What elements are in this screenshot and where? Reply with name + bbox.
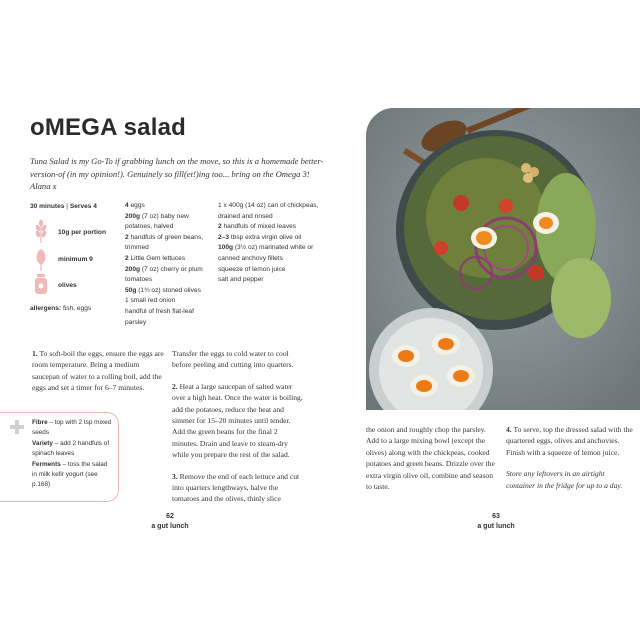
footer-left bbox=[140, 512, 200, 532]
time-serves bbox=[30, 203, 97, 210]
salad-photo bbox=[366, 108, 640, 410]
method-column-2 bbox=[172, 348, 304, 515]
leaf-icon bbox=[33, 247, 49, 271]
method-step-4: 4. To serve, top the dressed salad with the quartered eggs, olives and anchovies. Finish with a squeeze of lemon juice. bbox=[506, 425, 633, 457]
jar-icon bbox=[33, 273, 49, 295]
ingredient-item: 1 x 400g (14 oz) can of chickpeas, drained and rinsed bbox=[218, 202, 319, 220]
page-number: 63 bbox=[492, 513, 500, 520]
salad-illustration bbox=[366, 108, 640, 410]
ingredient-item: 2 Little Gem lettuces bbox=[125, 254, 186, 262]
ingredient-item: squeeze of lemon juice bbox=[218, 265, 286, 273]
serves-text: Serves 4 bbox=[69, 203, 97, 210]
ingredient-item: 2 handfuls of mixed leaves bbox=[218, 223, 297, 231]
storage-note: Store any leftovers in an airtight container in the fridge for up to a day. bbox=[506, 469, 623, 490]
separator: | bbox=[64, 203, 70, 210]
method-step-3: 3. Remove the end of each lettuce and cut into quarters lengthways, halve the tomatoes and the olives, thinly slice bbox=[172, 471, 300, 504]
section-name: a gut lunch bbox=[477, 523, 515, 530]
method-step-continued: Transfer the eggs to cold water to cool before peeling and cutting into quarters. bbox=[172, 349, 294, 370]
ingredient-item: 1 small red onion bbox=[125, 297, 176, 305]
time-text: 30 minutes bbox=[30, 203, 65, 210]
ingredient-item: handful of fresh flat-leaf parsley bbox=[125, 307, 194, 326]
plants-text: minimum 9 bbox=[58, 256, 93, 263]
ingredient-item: 50g (1¾ oz) stoned olives bbox=[125, 286, 201, 294]
method-column-4 bbox=[506, 424, 634, 501]
allergens bbox=[30, 305, 91, 312]
tip-item: Fibre – top with 2 tsp mixed seeds bbox=[32, 419, 112, 437]
plus-icon bbox=[10, 420, 24, 434]
wheat-icon bbox=[33, 219, 49, 243]
ingredient-item: 100g (3½ oz) marinated white or canned anchovy fillets bbox=[218, 244, 314, 262]
fibre-text: 10g per portion bbox=[58, 229, 106, 236]
method-step-2: 2. Heat a large saucepan of salted water over a high heat. Once the water is boiling, add the potatoes, reduce the heat and simmer for 15–20 minutes until tender. Add the green beans for the final 2 minutes. Drain and leave to steam-dry while you prepare the rest of the salad. bbox=[172, 381, 303, 460]
ingredient-item: 2–3 tbsp extra virgin olive oil bbox=[218, 233, 302, 241]
footer-right bbox=[466, 512, 526, 532]
ingredient-item: 4 eggs bbox=[125, 202, 145, 209]
method-step-3-continued: the onion and roughly chop the parsley. Add to a large mixing bowl (except the olives) along with the chickpeas, cooked potatoes and green beans. Drizzle over the extra virgin olive oil, combine and season to taste. bbox=[366, 425, 495, 492]
ingredients-column-1 bbox=[125, 201, 213, 328]
recipe-title: oMEGA salad bbox=[30, 114, 187, 141]
ingredient-item: 200g (7 oz) cherry or plum tomatoes bbox=[125, 265, 203, 284]
ingredient-item: 2 handfuls of green beans, trimmed bbox=[125, 233, 204, 252]
tips-list bbox=[32, 418, 114, 491]
section-name: a gut lunch bbox=[151, 523, 189, 530]
jar-text: olives bbox=[58, 282, 77, 289]
allergens-value: fish, eggs bbox=[63, 305, 92, 312]
ingredient-item: 200g (7 oz) baby new potatoes, halved bbox=[125, 212, 189, 231]
recipe-intro: Tuna Salad is my Go-To if grabbing lunch on the move, so this is a homemade better-version-of (in my opinion!). Genuinely so fill(et!)ing too... bring on the Omega 3! Alana x bbox=[30, 156, 324, 192]
tip-item: Variety – add 2 handfuls of spinach leaves bbox=[32, 439, 110, 458]
allergens-label: allergens: bbox=[30, 305, 62, 312]
method-column-3 bbox=[366, 424, 496, 502]
ingredient-item: salt and pepper bbox=[218, 276, 264, 284]
method-step-1: 1. To soft-boil the eggs, ensure the eggs are room temperature. Bring a medium saucepan of water to a rolling boil, add the eggs and set a timer for 6–7 minutes. bbox=[32, 349, 164, 393]
tip-item: Ferments – toss the salad in milk kefir yogurt (see p.168) bbox=[32, 460, 108, 489]
page-number: 62 bbox=[166, 513, 174, 520]
ingredients-column-2 bbox=[218, 201, 328, 286]
